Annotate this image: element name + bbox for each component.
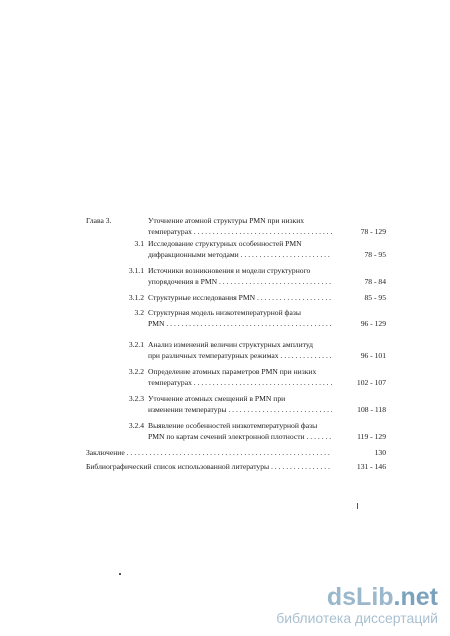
toc-pages: 78 - 129 xyxy=(360,227,386,236)
toc-pages: 96 - 129 xyxy=(360,319,386,328)
toc-title-line: Исследование структурных особенностей PMN xyxy=(148,239,302,248)
toc-title-line: Структурная модель низкотемпературной фазы xyxy=(148,308,301,317)
toc-number: 3.2.3 xyxy=(128,394,144,403)
toc-pages: 102 - 107 xyxy=(356,378,386,387)
toc-number: Глава 3. xyxy=(86,216,112,225)
scan-speck xyxy=(119,573,121,575)
toc-title xyxy=(148,215,332,238)
toc-title-line: Источники возникновения и модели структурного xyxy=(148,266,311,275)
toc-title xyxy=(148,393,332,416)
watermark-brand-domain: .net xyxy=(393,583,438,611)
toc-pages: 85 - 95 xyxy=(364,293,386,302)
toc-title-line: PMN по картам сечений электронной плотности . . . xyxy=(148,431,332,442)
toc-entry-3-2-4 xyxy=(86,420,386,447)
toc-title-line: температурах . . . xyxy=(148,377,332,388)
toc-title xyxy=(148,307,332,330)
toc-number: 3.2.4 xyxy=(128,421,144,430)
toc-title-line: изменении температуры . . . xyxy=(148,404,332,415)
toc-title-line: Определение атомных параметров PMN при низких xyxy=(148,367,317,376)
toc-number: 3.1 xyxy=(134,239,144,248)
toc-pages: 96 - 101 xyxy=(360,351,386,360)
toc-title-line: температурах . . . xyxy=(148,226,332,237)
toc-number: 3.1.1 xyxy=(128,266,144,275)
toc-title-line: при различных температурных режимах . . . xyxy=(148,350,332,361)
toc-pages: 78 - 95 xyxy=(364,250,386,259)
toc-pages: 119 - 129 xyxy=(357,432,386,441)
table-of-contents xyxy=(86,215,386,475)
toc-title xyxy=(148,238,332,261)
toc-number: 3.2.2 xyxy=(128,367,144,376)
toc-entry-3-1-1 xyxy=(86,265,386,292)
toc-title-line: PMN . . . xyxy=(148,318,332,329)
toc-entry-conclusion xyxy=(86,447,386,461)
toc-entry-3-2-2 xyxy=(86,366,386,393)
toc-title-line: Уточнение атомных смещений в PMN при xyxy=(148,394,286,403)
toc-number: 3.2.1 xyxy=(128,340,144,349)
watermark-brand xyxy=(276,584,438,610)
toc-title-line: Структурные исследования PMN . . . xyxy=(148,292,332,303)
toc-title xyxy=(148,292,332,303)
toc-pages: 130 xyxy=(374,448,386,457)
toc-title-line: Библиографический список использованной литературы . . . xyxy=(86,461,332,472)
toc-title xyxy=(148,366,332,389)
watermark xyxy=(276,584,438,626)
toc-number: 3.1.2 xyxy=(128,293,144,302)
toc-entry-3-1-2 xyxy=(86,292,386,307)
toc-entry-3-2-1 xyxy=(86,339,386,366)
toc-number: 3.2 xyxy=(134,308,144,317)
toc-pages: 131 - 146 xyxy=(356,462,386,471)
toc-entry-3-2 xyxy=(86,307,386,339)
toc-title-line: Заключение . . . xyxy=(86,447,332,458)
scan-speck xyxy=(357,503,358,509)
toc-title xyxy=(148,265,332,288)
toc-entry-chapter-3 xyxy=(86,215,386,238)
toc-pages: 108 - 118 xyxy=(357,405,386,414)
toc-entry-3-2-3 xyxy=(86,393,386,420)
toc-title-line: Выявление особенностей низкотемпературной фазы xyxy=(148,421,318,430)
toc-title xyxy=(86,461,332,472)
toc-pages: 78 - 84 xyxy=(364,277,386,286)
toc-title-line: упорядочения в PMN . . . xyxy=(148,276,332,287)
toc-title-line: дифракционными методами . . . xyxy=(148,249,332,260)
toc-title xyxy=(148,420,332,443)
toc-title xyxy=(86,447,332,458)
toc-entry-bibliography xyxy=(86,461,386,475)
toc-title-line: Анализ изменений величин структурных амплитуд xyxy=(148,340,314,349)
watermark-brand-name: dsLib xyxy=(326,583,394,611)
toc-title-line: Уточнение атомной структуры PMN при низких xyxy=(148,216,305,225)
watermark-tagline: библиотека диссертаций xyxy=(276,610,438,626)
toc-entry-3-1 xyxy=(86,238,386,265)
toc-title xyxy=(148,339,332,362)
